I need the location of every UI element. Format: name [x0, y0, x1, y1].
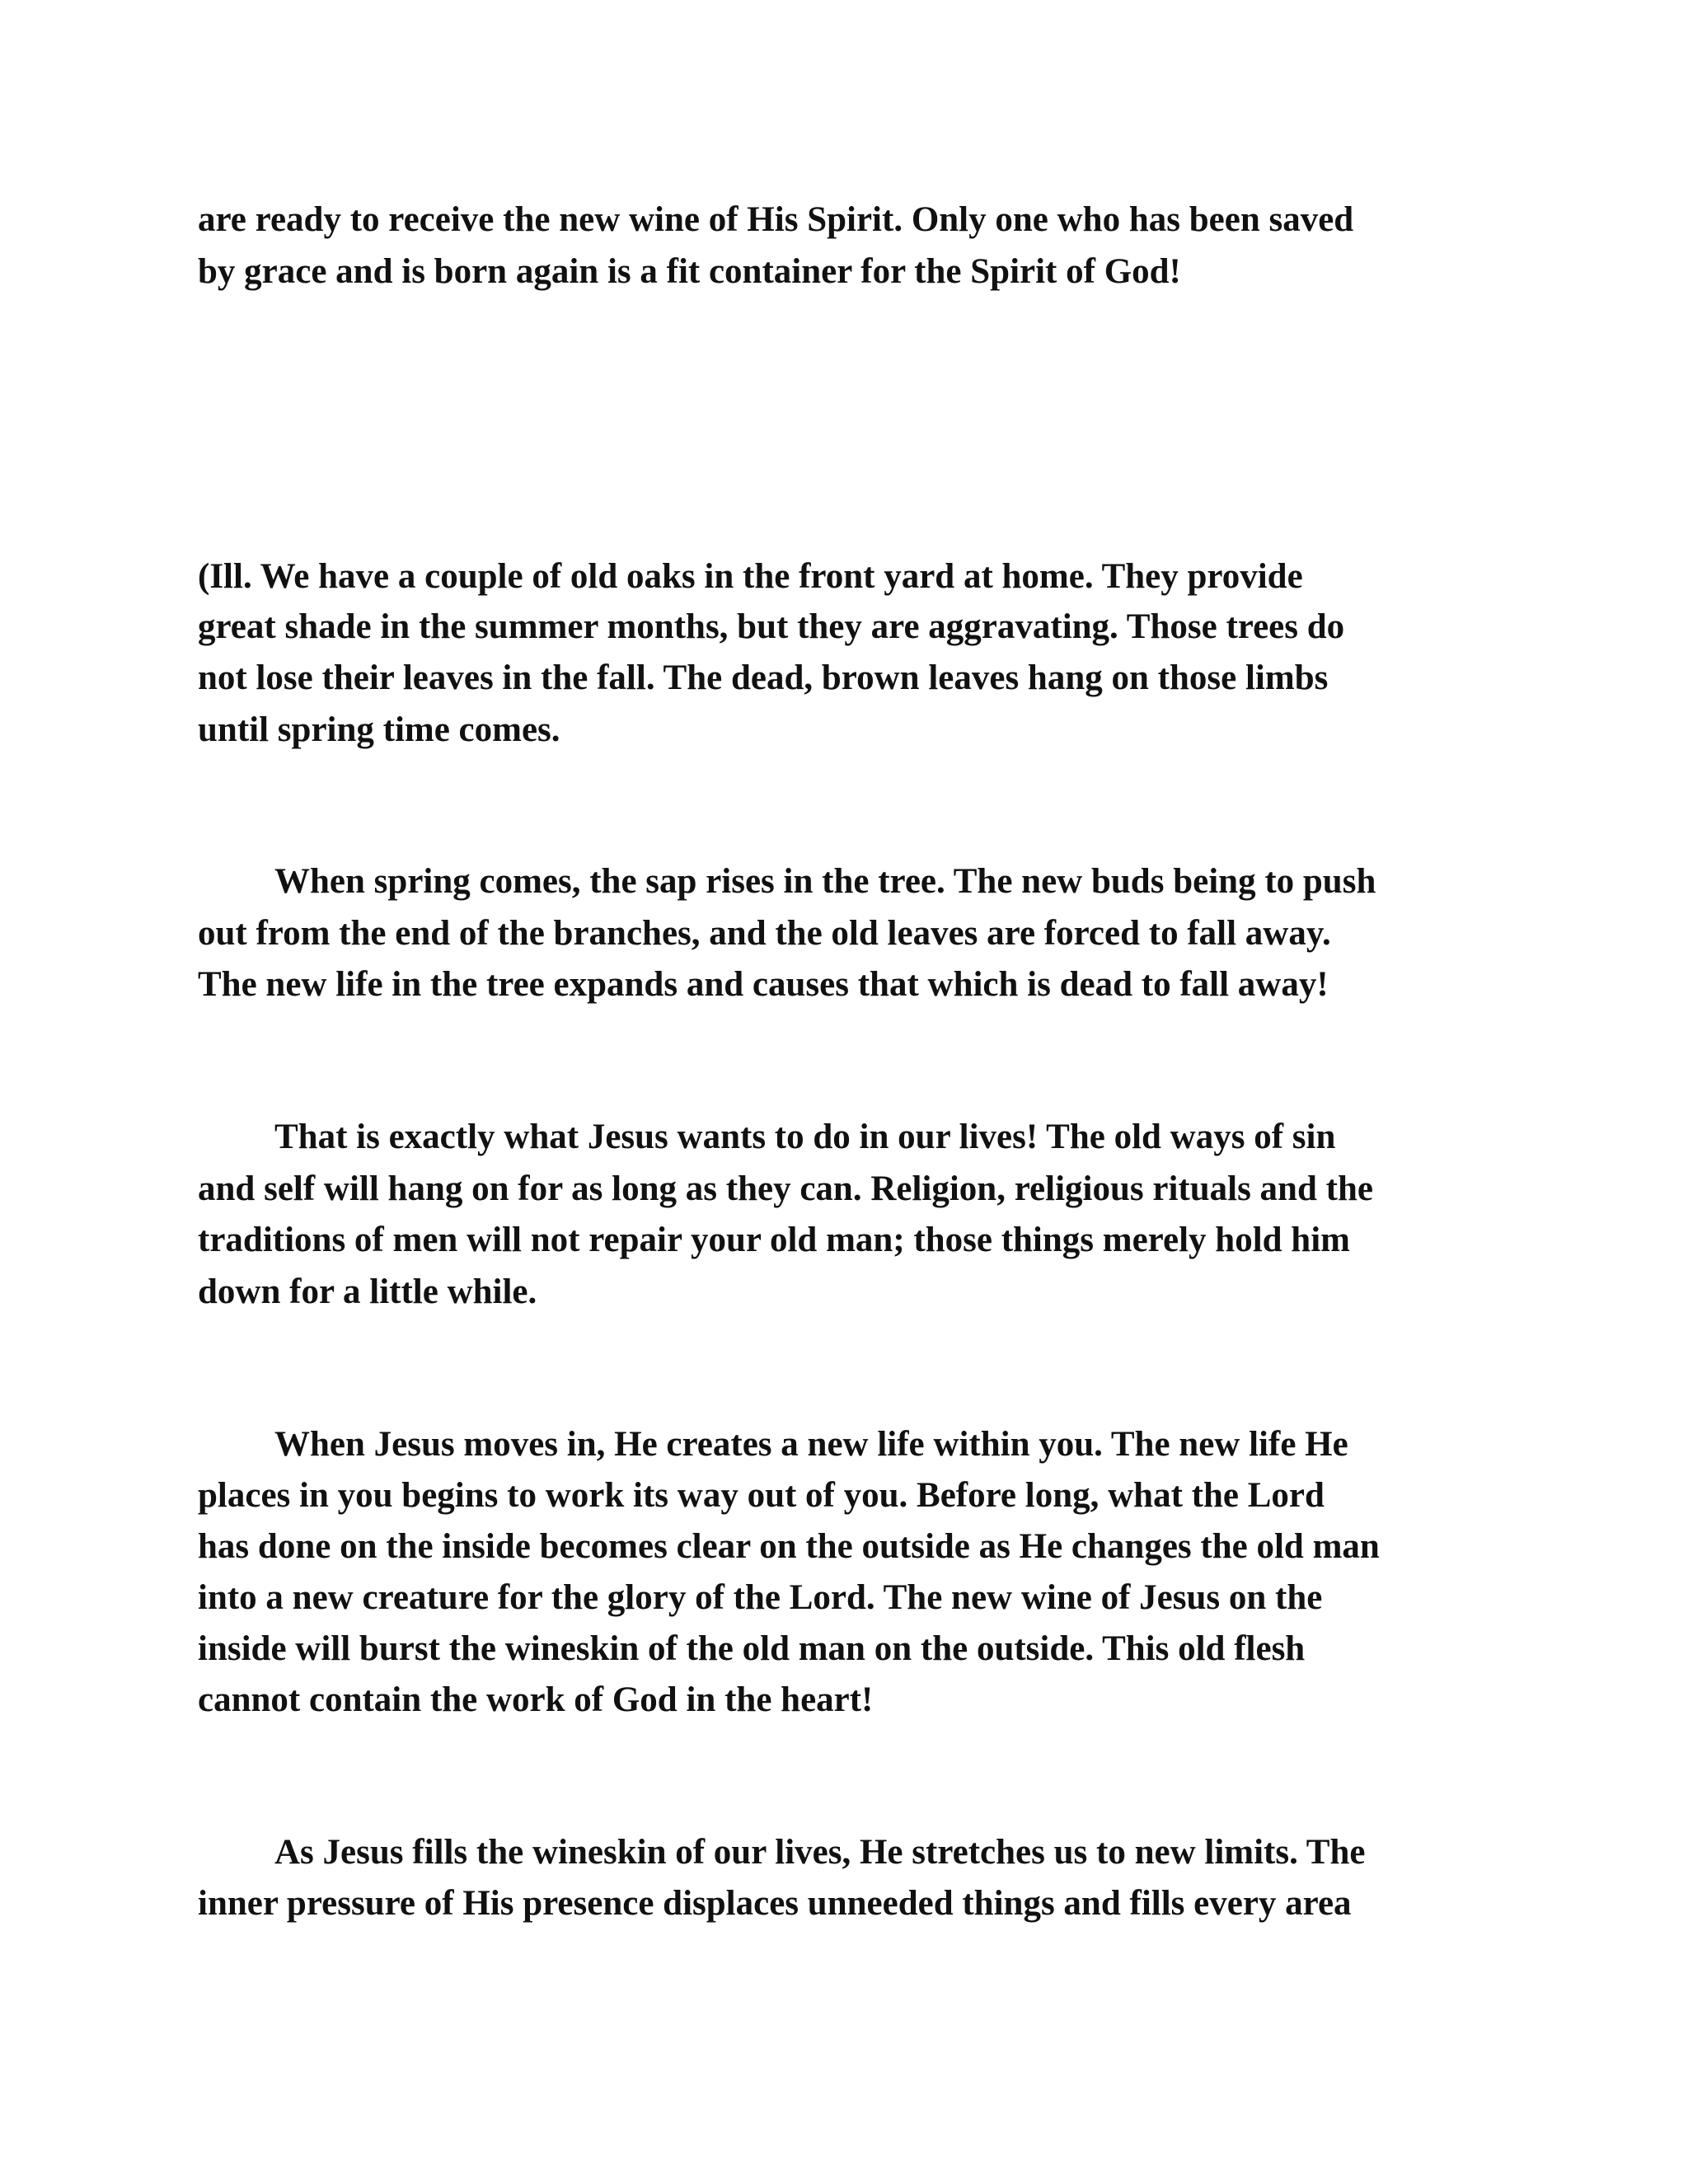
text-line: and self will hang on for as long as they can. Religion, religious rituals and the: [198, 1169, 1373, 1208]
text-line: until spring time comes.: [198, 710, 560, 749]
text-line: into a new creature for the glory of the Lord. The new wine of Jesus on the: [198, 1578, 1323, 1617]
text-line: As Jesus fills the wineskin of our lives, He stretches us to new limits. The: [274, 1833, 1366, 1872]
text-line: inside will burst the wineskin of the old man on the outside. This old flesh: [198, 1629, 1306, 1668]
text-line: (Ill. We have a couple of old oaks in the front yard at home. They provide: [198, 557, 1303, 596]
text-line: are ready to receive the new wine of His Spirit. Only one who has been saved: [198, 200, 1354, 239]
text-line: by grace and is born again is a fit container for the Spirit of God!: [198, 252, 1181, 291]
text-line: cannot contain the work of God in the heart!: [198, 1680, 874, 1719]
text-line: inner pressure of His presence displaces unneeded things and fills every area: [198, 1884, 1352, 1923]
text-line: traditions of men will not repair your old man; those things merely hold him: [198, 1221, 1350, 1259]
text-line: out from the end of the branches, and the old leaves are forced to fall away.: [198, 914, 1331, 953]
text-line: The new life in the tree expands and causes that which is dead to fall away!: [198, 965, 1329, 1004]
text-line: not lose their leaves in the fall. The dead, brown leaves hang on those limbs: [198, 658, 1329, 697]
text-line: down for a little while.: [198, 1272, 537, 1311]
text-line: That is exactly what Jesus wants to do in our lives! The old ways of sin: [274, 1118, 1336, 1156]
text-line: has done on the inside becomes clear on the outside as He changes the old man: [198, 1527, 1380, 1566]
text-line: places in you begins to work its way out of you. Before long, what the Lord: [198, 1476, 1325, 1515]
text-line: When spring comes, the sap rises in the tree. The new buds being to push: [274, 862, 1376, 901]
text-line: great shade in the summer months, but they are aggravating. Those trees do: [198, 607, 1345, 646]
text-line: When Jesus moves in, He creates a new life within you. The new life He: [274, 1425, 1348, 1464]
